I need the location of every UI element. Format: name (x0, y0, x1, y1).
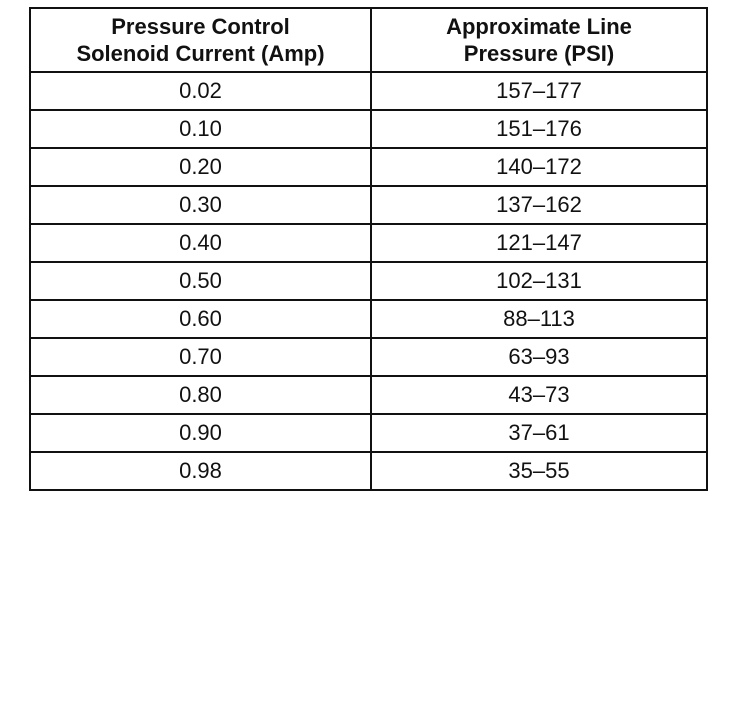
pressure-cell: 151–176 (371, 110, 707, 148)
pressure-cell: 43–73 (371, 376, 707, 414)
current-cell: 0.20 (30, 148, 371, 186)
pressure-cell: 35–55 (371, 452, 707, 490)
header-line-pressure (371, 8, 707, 72)
pressure-cell: 88–113 (371, 300, 707, 338)
current-cell: 0.30 (30, 186, 371, 224)
header-solenoid-current-line2: Solenoid Current (Amp) (76, 41, 325, 66)
table-row (30, 110, 707, 148)
current-cell: 0.40 (30, 224, 371, 262)
table-row (30, 224, 707, 262)
table-row (30, 186, 707, 224)
current-cell: 0.70 (30, 338, 371, 376)
pressure-cell: 102–131 (371, 262, 707, 300)
pressure-cell: 137–162 (371, 186, 707, 224)
header-line-pressure-line2: Pressure (PSI) (463, 41, 615, 66)
table-row (30, 338, 707, 376)
pressure-cell: 121–147 (371, 224, 707, 262)
pressure-cell: 140–172 (371, 148, 707, 186)
current-cell: 0.98 (30, 452, 371, 490)
header-solenoid-current-line1: Pressure Control (111, 14, 290, 39)
pressure-cell: 63–93 (371, 338, 707, 376)
header-row (30, 8, 707, 72)
table-row (30, 72, 707, 110)
table-row (30, 376, 707, 414)
current-cell: 0.80 (30, 376, 371, 414)
table-row (30, 300, 707, 338)
current-cell: 0.02 (30, 72, 371, 110)
header-solenoid-current (30, 8, 371, 72)
pressure-cell: 37–61 (371, 414, 707, 452)
table-row (30, 148, 707, 186)
pressure-spec-table (29, 7, 708, 491)
current-cell: 0.60 (30, 300, 371, 338)
pressure-cell: 157–177 (371, 72, 707, 110)
current-cell: 0.10 (30, 110, 371, 148)
table-row (30, 452, 707, 490)
table-row (30, 262, 707, 300)
header-line-pressure-line1: Approximate Line (446, 14, 632, 39)
current-cell: 0.50 (30, 262, 371, 300)
table-row (30, 414, 707, 452)
current-cell: 0.90 (30, 414, 371, 452)
